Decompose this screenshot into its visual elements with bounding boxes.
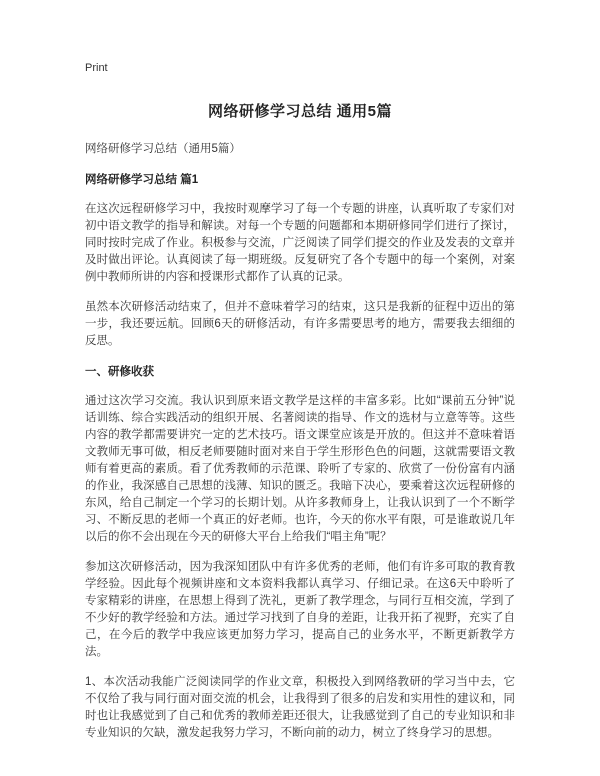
print-button[interactable]: Print [85,62,108,74]
document-paragraph: 虽然本次研修活动结束了，但并不意味着学习的结束，这只是我新的征程中迈出的第一步，我还要远航。回顾6天的研修活动，有许多需要思考的地方，需要我去细细的反思。 [85,301,515,347]
document-title: 网络研修学习总结 通用5篇 [207,103,392,120]
document-text: 网络研修学习总结（通用5篇） [85,143,241,155]
document-body [85,141,515,742]
document-heading: 一、研修收获 [85,366,154,378]
document-paragraph: 在这次远程研修学习中，我按时观摩学习了每一个专题的讲座，认真听取了专家们对初中语文教学的指导和解读。对每一个专题的问题都和本期研修同学们进行了探讨，同时按时完成了作业。积极参与交流，广泛阅读了同学们提交的作业及发表的文章并及时做出评论。认真阅读了每一期班级。反复研究了各个专题中的每一个案例，对案例中教师所讲的内容和授课形式都作了认真的记录。 [85,203,515,283]
document-paragraph: 参加这次研修活动，因为我深知团队中有许多优秀的老师，他们有许多可取的教育教学经验。因此每个视频讲座和文本资料我都认真学习、仔细记录。在这6天中聆听了专家精彩的讲座，在思想上得到了洗礼，更新了教学理念，与同行互相交流，学到了不少好的教学经验和方法。通过学习找到了自身的差距，让我开拓了视野，充实了自己，在今后的教学中我应该更加努力学习，提高自己的业务水平，不断更新教学方法。 [85,561,515,658]
document-paragraph: 1、本次活动我能广泛阅读同学的作业文章，积极投入到网络教研的学习当中去，它不仅给了我与同行面对面交流的机会，让我得到了很多的启发和实用性的建议和，同时也让我感觉到了自己和优秀的教师差距还很大，让我感觉到了自己的专业知识和非专业知识的欠缺，激发起我努力学习，不断向前的动力，树立了终身学习的思想。 [85,676,515,739]
document-heading: 网络研修学习总结 篇1 [85,174,199,186]
document-paragraph: 通过这次学习交流。我认识到原来语文教学是这样的丰富多彩。比如“课前五分钟”说话训练、综合实践活动的组织开展、名著阅读的指导、作文的选材与立意等等。这些内容的教学都需要讲究一定的艺术技巧。语文课堂应该是开放的。但这并不意味着语文教师无事可做，相反老师要随时面对来自于学生形形色色的问题，这就需要语文教师有着更高的素质。看了优秀教师的示范课、聆听了专家的、欣赏了一份份富有内涵的作业，我深感自己思想的浅薄、知识的匮乏。我暗下决心，要乘着这次远程研修的东风，给自己制定一个学习的长期计划。从许多教师身上，让我认识到了一个不断学习、不断反思的老师一个真正的好老师。也许，今天的你水平有限，可是谁敢说几年以后的你不会出现在今天的研修大平台上给我们“唱主角”呢？ [85,395,515,543]
